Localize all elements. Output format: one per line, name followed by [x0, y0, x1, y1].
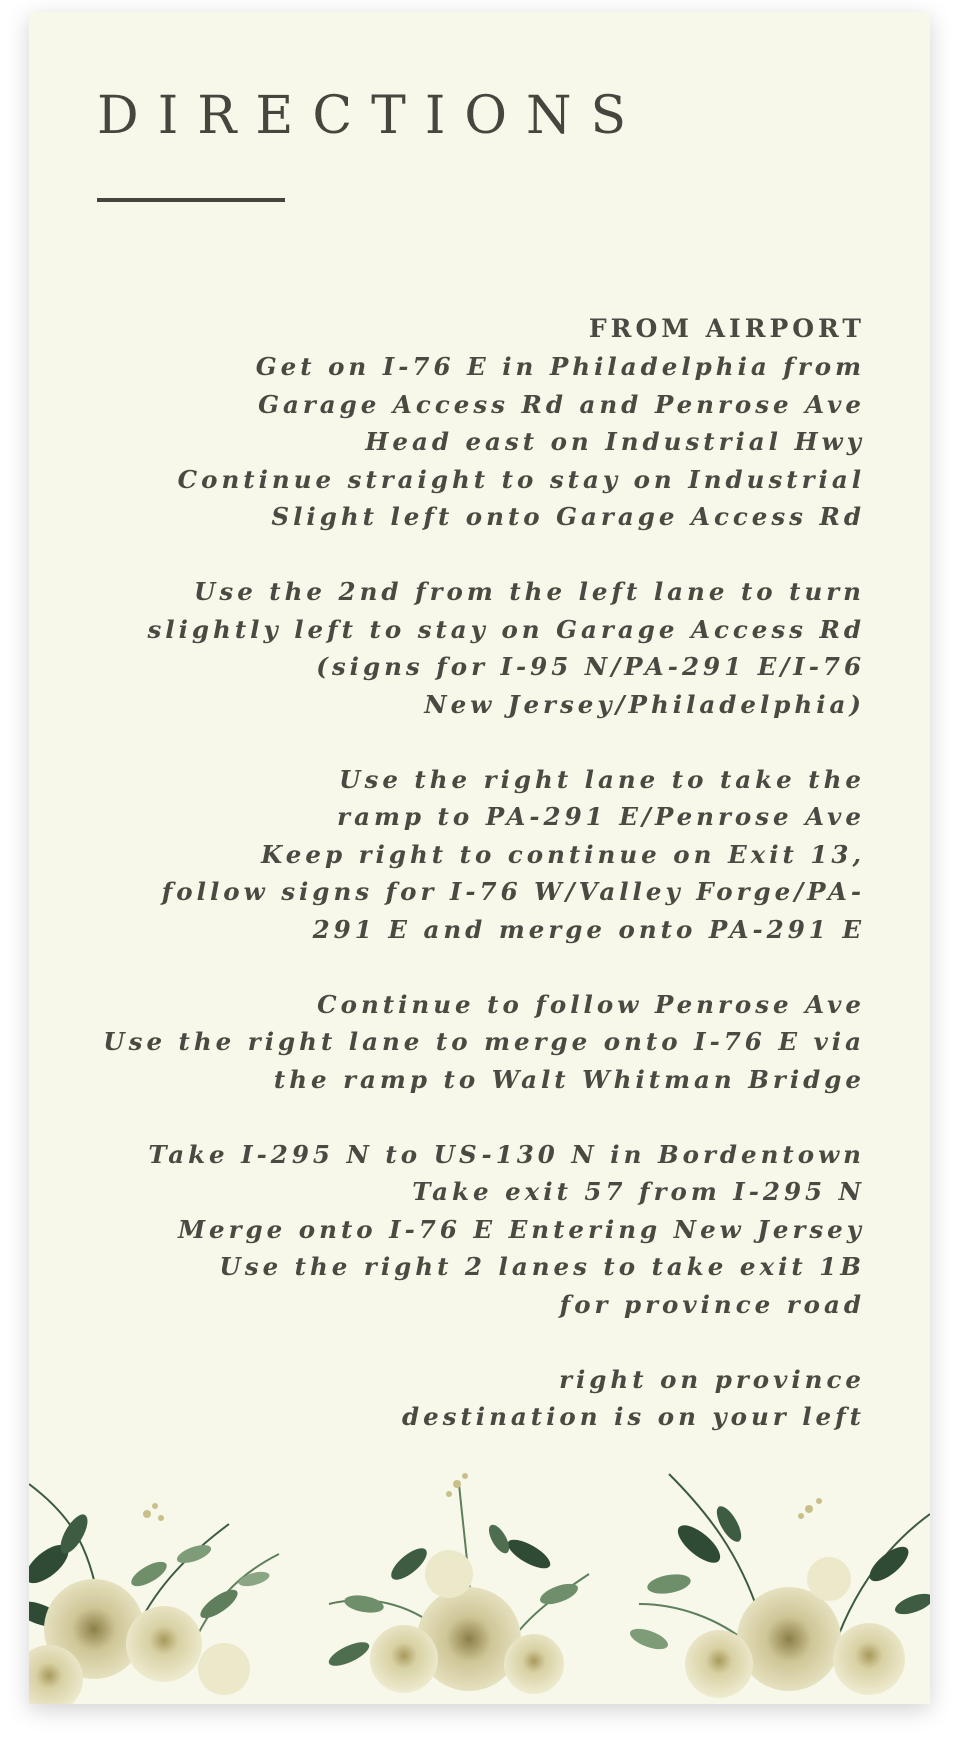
- direction-line: right on province: [559, 1364, 865, 1394]
- direction-card: [29, 12, 930, 1704]
- direction-line: Head east on Industrial Hwy: [365, 427, 865, 456]
- direction-paragraph-2: [45, 573, 865, 723]
- direction-line: follow signs for I-76 W/Valley Forge/PA-: [161, 877, 865, 906]
- direction-paragraph-4: [45, 986, 865, 1099]
- direction-line: 291 E and merge onto PA-291 E: [312, 914, 865, 944]
- direction-paragraph-3: [45, 761, 865, 949]
- floral-left-icon: [29, 1484, 279, 1704]
- paragraph-gap: [45, 536, 865, 574]
- direction-line: Garage Access Rd and Penrose Ave: [258, 389, 865, 419]
- direction-line: Slight left onto Garage Access Rd: [271, 502, 865, 531]
- paragraph-gap: [45, 1323, 865, 1361]
- direction-paragraph-6: [45, 1361, 865, 1436]
- floral-right-icon: [627, 1474, 930, 1698]
- direction-line: Merge onto I-76 E Entering New Jersey: [177, 1214, 865, 1244]
- direction-line: Keep right to continue on Exit 13,: [261, 839, 865, 869]
- floral-center-icon: [326, 1473, 589, 1694]
- direction-paragraph-5: [45, 1136, 865, 1324]
- floral-decoration: [29, 1454, 930, 1704]
- paragraph-gap: [45, 948, 865, 986]
- direction-paragraph-1: [45, 348, 865, 536]
- direction-line: Use the right lane to merge onto I-76 E via: [103, 1027, 865, 1056]
- directions-block: [45, 310, 865, 1436]
- direction-line: Get on I-76 E in Philadelphia from: [255, 352, 865, 381]
- direction-line: the ramp to Walt Whitman Bridge: [273, 1064, 865, 1094]
- direction-line: Take exit 57 from I-295 N: [412, 1177, 865, 1206]
- direction-line: Take I-295 N to US-130 N in Bordentown: [148, 1139, 865, 1169]
- direction-line: destination is on your left: [401, 1402, 865, 1431]
- paragraph-gap: [45, 723, 865, 761]
- direction-line: Use the right 2 lanes to take exit 1B: [219, 1252, 865, 1281]
- direction-line: Use the 2nd from the left lane to turn: [194, 577, 865, 606]
- page-title: DIRECTIONS: [97, 86, 646, 146]
- paragraph-gap: [45, 1098, 865, 1136]
- direction-line: for province road: [559, 1289, 865, 1319]
- direction-line: Continue to follow Penrose Ave: [317, 989, 865, 1019]
- direction-line: (signs for I-95 N/PA-291 E/I-76: [316, 652, 865, 681]
- direction-line: Continue straight to stay on Industrial: [177, 464, 865, 494]
- direction-line: ramp to PA-291 E/Penrose Ave: [337, 802, 865, 831]
- section-heading: FROM AIRPORT: [588, 314, 865, 343]
- direction-line: New Jersey/Philadelphia): [424, 689, 865, 719]
- direction-line: slightly left to stay on Garage Access Rd: [147, 614, 865, 644]
- title-divider: [97, 198, 285, 202]
- direction-line: Use the right lane to take the: [339, 764, 865, 794]
